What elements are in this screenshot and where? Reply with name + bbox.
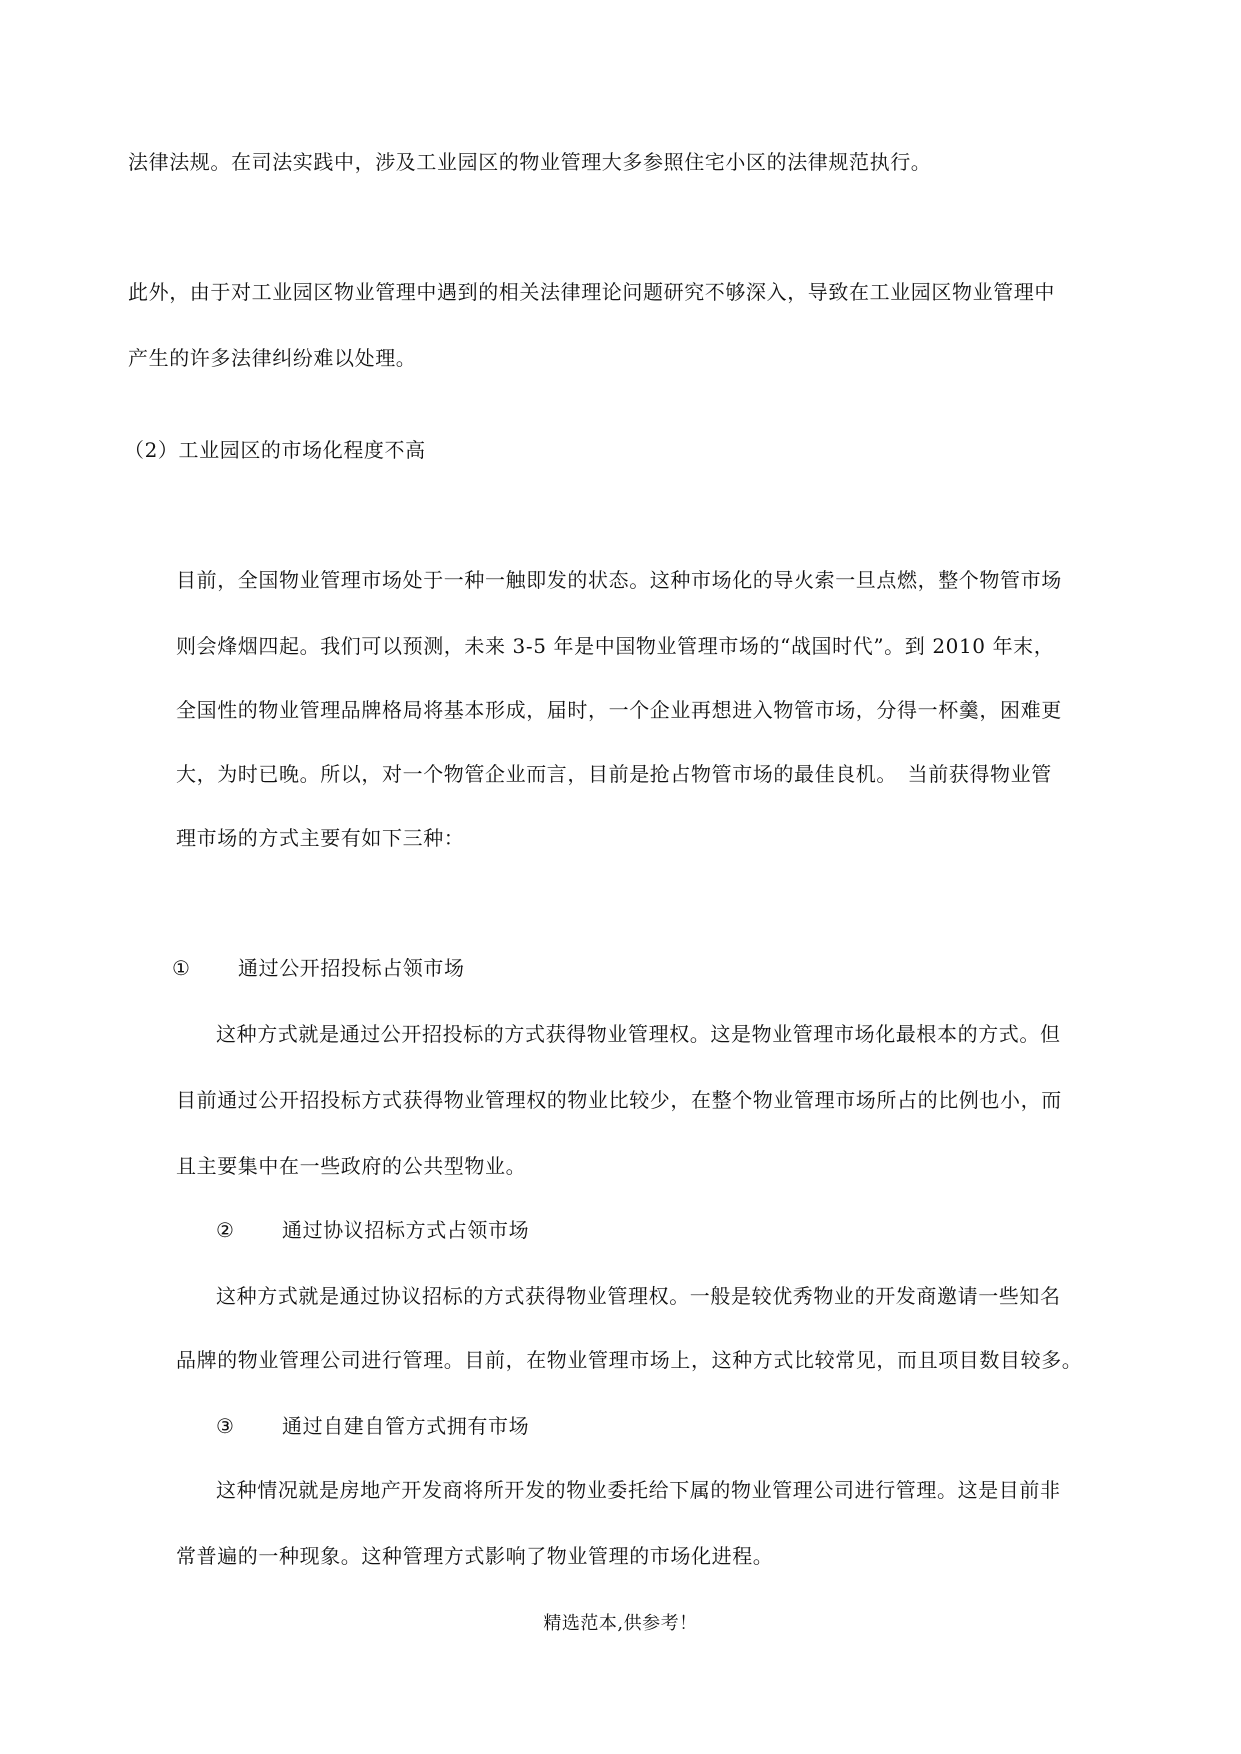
paragraph-line: 这种方式就是通过协议招标的方式获得物业管理权。一般是较优秀物业的开发商邀请一些知名	[216, 1284, 1061, 1308]
section-heading: （2）工业园区的市场化程度不高	[124, 438, 426, 462]
paragraph-line: 目前通过公开招投标方式获得物业管理权的物业比较少，在整个物业管理市场所占的比例也小，而	[176, 1088, 1062, 1112]
page-footer: 精选范本,供参考！	[543, 1613, 698, 1634]
paragraph-line: 此外，由于对工业园区物业管理中遇到的相关法律理论问题研究不够深入，导致在工业园区物业管理中	[128, 280, 1055, 304]
paragraph-line: 品牌的物业管理公司进行管理。目前，在物业管理市场上，这种方式比较常见，而且项目数目较多。	[176, 1348, 1083, 1372]
paragraph-line: 常普遍的一种现象。这种管理方式影响了物业管理的市场化进程。	[176, 1544, 774, 1568]
paragraph-line: 目前，全国物业管理市场处于一种一触即发的状态。这种市场化的导火索一旦点燃，整个物管市场	[176, 568, 1062, 592]
list-item-title: 通过自建自管方式拥有市场	[282, 1414, 530, 1438]
paragraph-line: 全国性的物业管理品牌格局将基本形成，届时，一个企业再想进入物管市场，分得一杯羹，困难更	[176, 698, 1062, 722]
paragraph-line: 则会烽烟四起。我们可以预测，未来 3-5 年是中国物业管理市场的“战国时代”。到 2010 年末，	[176, 634, 1055, 658]
list-item-title: 通过协议招标方式占领市场	[282, 1218, 530, 1242]
list-marker: ③	[216, 1414, 234, 1438]
paragraph-line: 产生的许多法律纠纷难以处理。	[128, 346, 417, 370]
list-marker: ②	[216, 1218, 234, 1242]
paragraph-line: 这种方式就是通过公开招投标的方式获得物业管理权。这是物业管理市场化最根本的方式。但	[216, 1022, 1061, 1046]
paragraph-line: 且主要集中在一些政府的公共型物业。	[176, 1154, 527, 1178]
paragraph-line: 理市场的方式主要有如下三种：	[176, 826, 465, 850]
paragraph-line: 大，为时已晚。所以，对一个物管企业而言，目前是抢占物管市场的最佳良机。 当前获得物业管	[176, 762, 1052, 786]
list-item-title: 通过公开招投标占领市场	[238, 956, 465, 980]
list-marker: ①	[172, 956, 190, 980]
paragraph-line: 这种情况就是房地产开发商将所开发的物业委托给下属的物业管理公司进行管理。这是目前非	[216, 1478, 1061, 1502]
paragraph-line: 法律法规。在司法实践中，涉及工业园区的物业管理大多参照住宅小区的法律规范执行。	[128, 150, 932, 174]
